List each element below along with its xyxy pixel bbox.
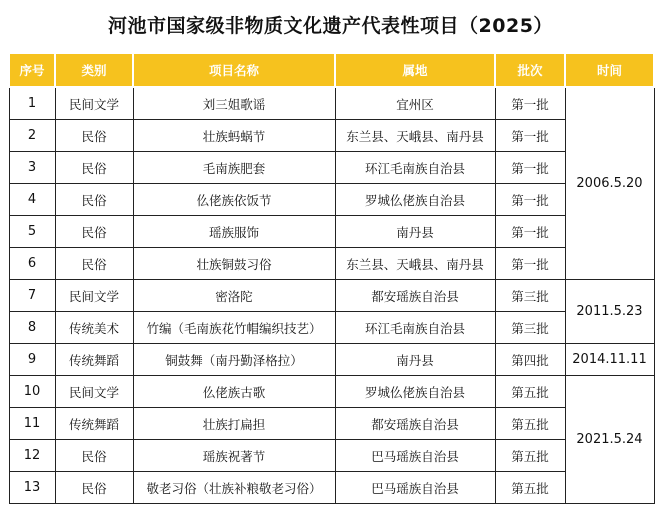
- header-category: 类别: [55, 53, 133, 87]
- cell-batch: 第四批: [495, 344, 565, 376]
- cell-location: 东兰县、天峨县、南丹县: [335, 248, 495, 280]
- cell-name: 敬老习俗（壮族补粮敬老习俗）: [133, 472, 335, 504]
- table-row: [9, 87, 654, 120]
- cell-location: 巴马瑶族自治县: [335, 472, 495, 504]
- cell-location: 罗城仫佬族自治县: [335, 376, 495, 408]
- table-row: [9, 376, 654, 408]
- cell-index: 7: [9, 280, 55, 312]
- cell-name: 壮族铜鼓习俗: [133, 248, 335, 280]
- cell-category: 传统舞蹈: [55, 344, 133, 376]
- cell-name: 壮族蚂蜗节: [133, 120, 335, 152]
- cell-category: 传统美术: [55, 312, 133, 344]
- cell-location: 环江毛南族自治县: [335, 312, 495, 344]
- table-row: [9, 408, 654, 440]
- cell-location: 都安瑶族自治县: [335, 408, 495, 440]
- cell-name: 瑶族祝著节: [133, 440, 335, 472]
- table-row: [9, 312, 654, 344]
- heritage-table: [8, 52, 655, 504]
- header-location: 属地: [335, 53, 495, 87]
- cell-name: 仫佬族古歌: [133, 376, 335, 408]
- cell-location: 环江毛南族自治县: [335, 152, 495, 184]
- cell-category: 民俗: [55, 216, 133, 248]
- cell-category: 传统舞蹈: [55, 408, 133, 440]
- cell-date: 2011.5.23: [565, 280, 654, 344]
- cell-date: 2006.5.20: [565, 87, 654, 280]
- table-header: [9, 53, 654, 87]
- cell-index: 3: [9, 152, 55, 184]
- table-row: [9, 184, 654, 216]
- header-row: [9, 53, 654, 87]
- cell-name: 竹编（毛南族花竹帽编织技艺）: [133, 312, 335, 344]
- header-index: 序号: [9, 53, 55, 87]
- table-row: [9, 152, 654, 184]
- table-row: [9, 120, 654, 152]
- cell-category: 民间文学: [55, 87, 133, 120]
- cell-batch: 第一批: [495, 184, 565, 216]
- cell-index: 11: [9, 408, 55, 440]
- cell-name: 密洛陀: [133, 280, 335, 312]
- table-row: [9, 344, 654, 376]
- table-row: [9, 472, 654, 504]
- cell-batch: 第一批: [495, 216, 565, 248]
- cell-location: 巴马瑶族自治县: [335, 440, 495, 472]
- cell-category: 民俗: [55, 440, 133, 472]
- cell-index: 1: [9, 87, 55, 120]
- cell-location: 南丹县: [335, 216, 495, 248]
- cell-index: 12: [9, 440, 55, 472]
- table-row: [9, 280, 654, 312]
- cell-index: 2: [9, 120, 55, 152]
- cell-batch: 第一批: [495, 248, 565, 280]
- cell-location: 南丹县: [335, 344, 495, 376]
- cell-index: 13: [9, 472, 55, 504]
- cell-category: 民俗: [55, 120, 133, 152]
- cell-index: 6: [9, 248, 55, 280]
- cell-name: 壮族打扁担: [133, 408, 335, 440]
- cell-index: 10: [9, 376, 55, 408]
- page-title: 河池市国家级非物质文化遗产代表性项目（2025）: [108, 15, 553, 37]
- table-row: [9, 440, 654, 472]
- cell-batch: 第五批: [495, 376, 565, 408]
- header-name: 项目名称: [133, 53, 335, 87]
- cell-name: 铜鼓舞（南丹勤泽格拉）: [133, 344, 335, 376]
- header-batch: 批次: [495, 53, 565, 87]
- cell-category: 民间文学: [55, 280, 133, 312]
- cell-index: 5: [9, 216, 55, 248]
- cell-category: 民俗: [55, 472, 133, 504]
- cell-date: 2014.11.11: [565, 344, 654, 376]
- cell-category: 民俗: [55, 184, 133, 216]
- cell-batch: 第五批: [495, 408, 565, 440]
- cell-category: 民俗: [55, 152, 133, 184]
- table-body: [9, 87, 654, 504]
- cell-date: 2021.5.24: [565, 376, 654, 504]
- cell-category: 民俗: [55, 248, 133, 280]
- cell-name: 仫佬族依饭节: [133, 184, 335, 216]
- header-date: 时间: [565, 53, 654, 87]
- cell-batch: 第三批: [495, 280, 565, 312]
- cell-batch: 第一批: [495, 87, 565, 120]
- cell-batch: 第五批: [495, 472, 565, 504]
- cell-batch: 第一批: [495, 120, 565, 152]
- cell-batch: 第五批: [495, 440, 565, 472]
- cell-batch: 第一批: [495, 152, 565, 184]
- cell-location: 罗城仫佬族自治县: [335, 184, 495, 216]
- table-row: [9, 216, 654, 248]
- cell-index: 8: [9, 312, 55, 344]
- cell-name: 毛南族肥套: [133, 152, 335, 184]
- cell-name: 瑶族服饰: [133, 216, 335, 248]
- cell-index: 4: [9, 184, 55, 216]
- table-row: [9, 248, 654, 280]
- cell-location: 东兰县、天峨县、南丹县: [335, 120, 495, 152]
- cell-batch: 第三批: [495, 312, 565, 344]
- cell-category: 民间文学: [55, 376, 133, 408]
- cell-index: 9: [9, 344, 55, 376]
- cell-location: 都安瑶族自治县: [335, 280, 495, 312]
- cell-name: 刘三姐歌谣: [133, 87, 335, 120]
- cell-location: 宜州区: [335, 87, 495, 120]
